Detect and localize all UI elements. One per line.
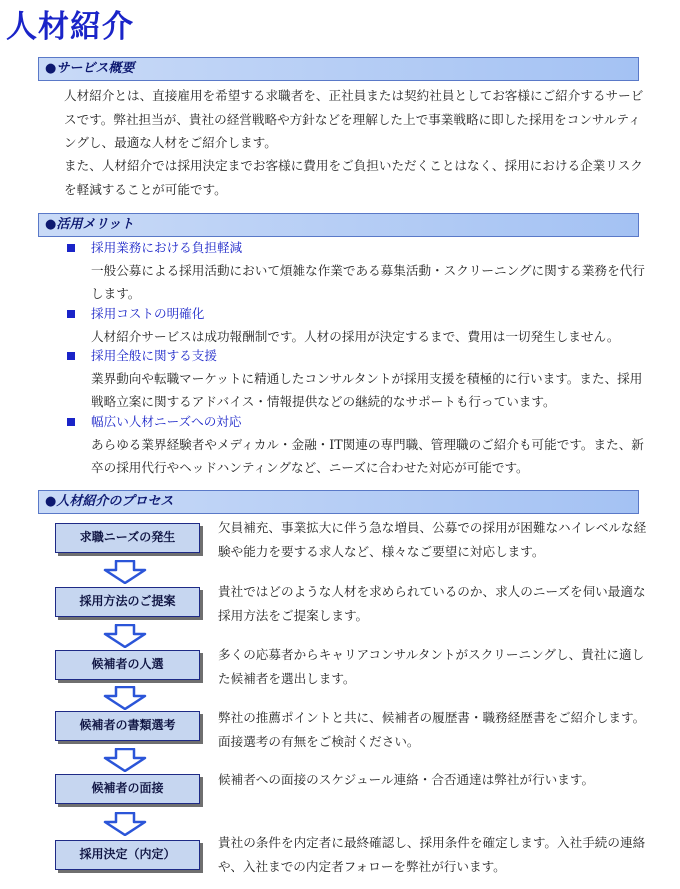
process-step-box: 候補者の書類選考 <box>55 711 200 741</box>
merit-title: 採用業務における負担軽減 <box>91 240 243 255</box>
process-step-box: 候補者の面接 <box>55 774 200 804</box>
process-step-box: 候補者の人選 <box>55 650 200 680</box>
process-step-description: 欠員補充、事業拡大に伴う急な増員、公募での採用が困難なハイレベルな経験や能力を要する求人など、様々なご要望に対応します。 <box>218 520 647 559</box>
process-step-box: 採用決定（内定） <box>55 840 200 870</box>
merit-item <box>64 237 649 305</box>
process-step-box: 採用方法のご提案 <box>55 587 200 617</box>
square-bullet-icon <box>67 352 75 360</box>
section-header-process: ●人材紹介のプロセス <box>38 490 639 514</box>
process-step-box: 求職ニーズの発生 <box>55 523 200 553</box>
overview-paragraph-2: また、人材紹介では採用決定までお客様に費用をご負担いただくことはなく、採用における企業リスクを軽減することが可能です。 <box>64 158 643 197</box>
down-arrow-icon <box>102 624 148 648</box>
down-arrow-icon <box>102 812 148 836</box>
process-step-description: 多くの応募者からキャリアコンサルタントがスクリーニングし、貴社に適した候補者を選出します。 <box>218 647 645 686</box>
merit-item <box>64 411 649 479</box>
square-bullet-icon <box>67 310 75 318</box>
merit-description: 人材紹介サービスは成功報酬制です。人材の採用が決定するまで、費用は一切発生しません。 <box>91 329 620 344</box>
section-header-overview: ●サービス概要 <box>38 57 639 81</box>
process-step-description: 候補者への面接のスケジュール連絡・合否通達は弊社が行います。 <box>218 772 595 787</box>
overview-paragraph-1: 人材紹介とは、直接雇用を希望する求職者を、正社員または契約社員としてお客様にご紹介するサービスです。弊社担当が、貴社の経営戦略や方針などを理解した上で事業戦略に即した採用をコンサルティングし、最適な人材をご紹介します。 <box>64 88 644 150</box>
square-bullet-icon <box>67 418 75 426</box>
process-step-description: 貴社の条件を内定者に最終確認し、採用条件を確定します。入社手続の連絡や、入社までの内定者フォローを弊社が行います。 <box>218 835 646 874</box>
merit-title: 採用全般に関する支援 <box>91 348 217 363</box>
merit-description: 一般公募による採用活動において煩雑な作業である募集活動・スクリーニングに関する業務を代行します。 <box>91 263 645 301</box>
process-step-description: 弊社の推薦ポイントと共に、候補者の履歴書・職務経歴書をご紹介します。面接選考の有無をご検討ください。 <box>218 710 646 749</box>
merit-description: 業界動向や転職マーケットに精通したコンサルタントが採用支援を積極的に行います。また、採用戦略立案に関するアドバイス・情報提供などの継続的なサポートも行っています。 <box>91 371 643 409</box>
section-header-merits: ●活用メリット <box>38 213 639 237</box>
square-bullet-icon <box>67 244 75 252</box>
merit-title: 採用コストの明確化 <box>91 306 205 321</box>
merit-item <box>64 345 649 413</box>
down-arrow-icon <box>102 560 148 584</box>
page-title: 人材紹介 <box>6 9 134 45</box>
process-step-description: 貴社ではどのような人材を求められているのか、求人のニーズを伺い最適な採用方法をご提案します。 <box>218 584 646 623</box>
down-arrow-icon <box>102 748 148 772</box>
merit-description: あらゆる業界経験者やメディカル・金融・IT関連の専門職、管理職のご紹介も可能です。また、新卒の採用代行やヘッドハンティングなど、ニーズに合わせた対応が可能です。 <box>91 437 644 475</box>
merit-title: 幅広い人材ニーズへの対応 <box>91 414 242 429</box>
down-arrow-icon <box>102 686 148 710</box>
merit-item <box>64 303 649 348</box>
